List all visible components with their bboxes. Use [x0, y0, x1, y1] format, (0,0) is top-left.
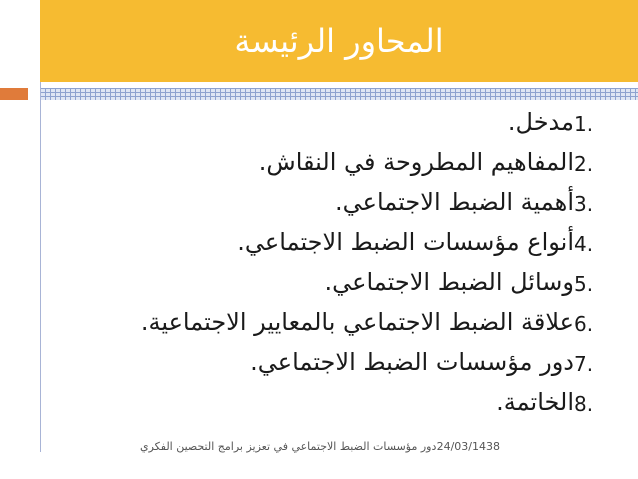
item-text: أهمية الضبط الاجتماعي.: [335, 188, 574, 216]
item-number: 5.: [574, 272, 594, 296]
item-number: 7.: [574, 352, 594, 376]
list-item: [0, 108, 638, 144]
list-item: [0, 308, 638, 344]
footer-text: دور مؤسسات الضبط الاجتماعي في تعزيز برامج التحصين الفكري: [140, 440, 437, 453]
item-number: 1.: [574, 112, 594, 136]
item-number: 4.: [574, 232, 594, 256]
list-item: [0, 188, 638, 224]
item-number: 2.: [574, 152, 594, 176]
slide-left-margin: [0, 0, 40, 82]
list-item: [0, 348, 638, 384]
slide-footer: [140, 440, 500, 460]
decorative-grid-band: [40, 88, 638, 100]
title-bar: [40, 0, 638, 82]
item-text: علاقة الضبط الاجتماعي بالمعايير الاجتماعية.: [140, 308, 574, 336]
footer-date: 24/03/1438: [436, 440, 500, 453]
item-text: المفاهيم المطروحة في النقاش.: [258, 148, 574, 176]
list-item: [0, 388, 638, 424]
item-text: دور مؤسسات الضبط الاجتماعي.: [250, 348, 574, 376]
item-text: أنواع مؤسسات الضبط الاجتماعي.: [237, 228, 574, 256]
item-text: مدخل.: [507, 108, 574, 136]
item-number: 3.: [574, 192, 594, 216]
item-text: وسائل الضبط الاجتماعي.: [324, 268, 574, 296]
list-item: [0, 228, 638, 264]
accent-marker: [0, 88, 28, 100]
list-item: [0, 148, 638, 184]
item-text: الخاتمة.: [496, 388, 574, 416]
slide-title: المحاور الرئيسة: [234, 22, 444, 60]
item-number: 6.: [574, 312, 594, 336]
item-number: 8.: [574, 392, 594, 416]
list-item: [0, 268, 638, 304]
